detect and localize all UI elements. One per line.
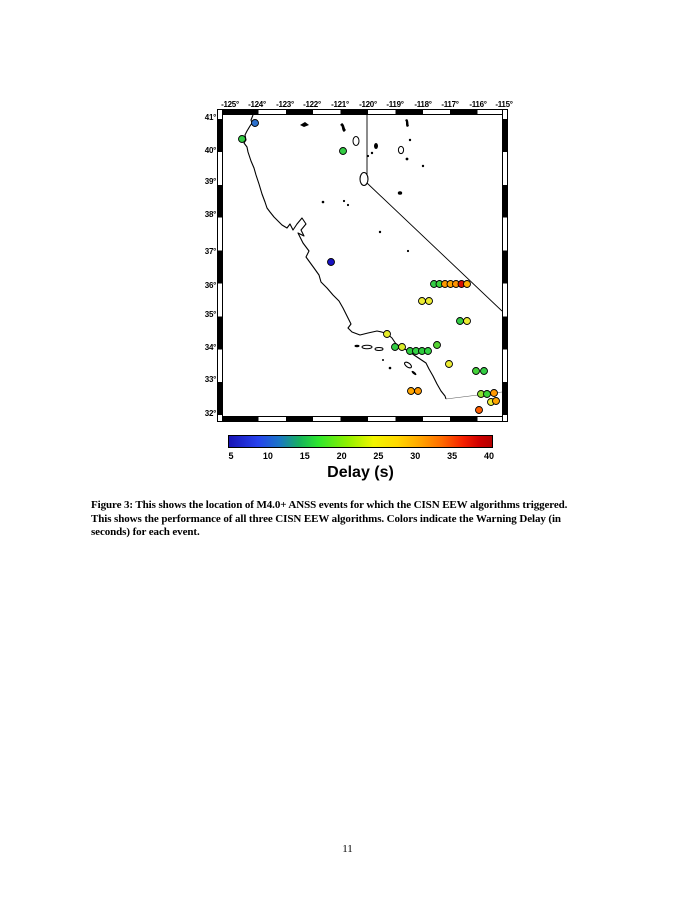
lon-tick-label: -121°	[331, 100, 349, 109]
event-dot	[425, 348, 432, 355]
colorbar-label: Delay (s)	[327, 464, 394, 481]
colorbar-tick-label: 20	[336, 451, 347, 461]
event-dot	[434, 342, 441, 349]
event-dot	[457, 318, 464, 325]
map-canvas	[223, 115, 502, 416]
lat-tick-label: 34°	[204, 343, 216, 352]
delay-colorbar	[228, 435, 493, 448]
event-dot	[484, 391, 491, 398]
figure-caption	[91, 499, 626, 540]
lat-tick-label: 38°	[204, 210, 216, 219]
colorbar-tick-label: 5	[228, 451, 234, 461]
colorbar-tick-label: 15	[299, 451, 310, 461]
lon-tick-label: -117°	[441, 100, 459, 109]
event-dot	[408, 388, 415, 395]
lat-tick-label: 39°	[204, 177, 216, 186]
lat-tick-label: 33°	[204, 375, 216, 384]
california-map-svg	[223, 115, 502, 416]
event-dot	[464, 281, 471, 288]
event-dot	[384, 331, 391, 338]
caption-line: This shows the performance of all three CISN EEW algorithms. Colors indicate the Warning Delay (in	[91, 512, 561, 525]
colorbar-tick-label: 10	[262, 451, 273, 461]
colorbar-tick-label: 35	[447, 451, 458, 461]
event-dot	[239, 136, 246, 143]
event-dot	[399, 344, 406, 351]
event-dot	[491, 390, 498, 397]
lon-tick-label: -125°	[221, 100, 239, 109]
lat-tick-label: 37°	[204, 247, 216, 256]
event-dot	[340, 148, 347, 155]
lat-tick-label: 41°	[204, 113, 216, 122]
lat-tick-label: 40°	[204, 146, 216, 155]
event-dot	[415, 388, 422, 395]
event-dot	[493, 398, 500, 405]
lon-tick-label: -115°	[495, 100, 513, 109]
map-frame-bottom-edge	[217, 416, 508, 422]
lat-tick-label: 35°	[204, 310, 216, 319]
caption-line: Figure 3: This shows the location of M4.0+ ANSS events for which the CISN EEW algorithms triggered.	[91, 499, 568, 511]
colorbar-tick-label: 30	[410, 451, 421, 461]
event-dot	[426, 298, 433, 305]
lat-tick-label: 36°	[204, 281, 216, 290]
colorbar-tick-label: 25	[373, 451, 384, 461]
event-dot	[392, 344, 399, 351]
event-dot	[446, 361, 453, 368]
lat-tick-label: 32°	[204, 409, 216, 418]
event-dot	[328, 259, 335, 266]
map-frame-right-edge	[502, 109, 508, 422]
event-dots-group	[239, 120, 500, 414]
event-dot	[419, 298, 426, 305]
lakes-group	[300, 119, 424, 252]
lon-tick-label: -120°	[359, 100, 377, 109]
page-number: 11	[342, 843, 353, 855]
coastline-path	[244, 115, 446, 399]
lon-tick-label: -118°	[414, 100, 432, 109]
caption-line: seconds) for each event.	[91, 526, 200, 538]
event-dot	[476, 407, 483, 414]
event-dot	[464, 318, 471, 325]
lon-tick-label: -123°	[276, 100, 294, 109]
lon-tick-label: -116°	[469, 100, 487, 109]
lon-tick-label: -124°	[248, 100, 266, 109]
event-dot	[481, 368, 488, 375]
lon-tick-label: -119°	[386, 100, 404, 109]
event-dot	[473, 368, 480, 375]
event-dot	[252, 120, 259, 127]
colorbar-tick-label: 40	[484, 451, 495, 461]
map-figure	[217, 109, 508, 422]
lon-tick-label: -122°	[303, 100, 321, 109]
